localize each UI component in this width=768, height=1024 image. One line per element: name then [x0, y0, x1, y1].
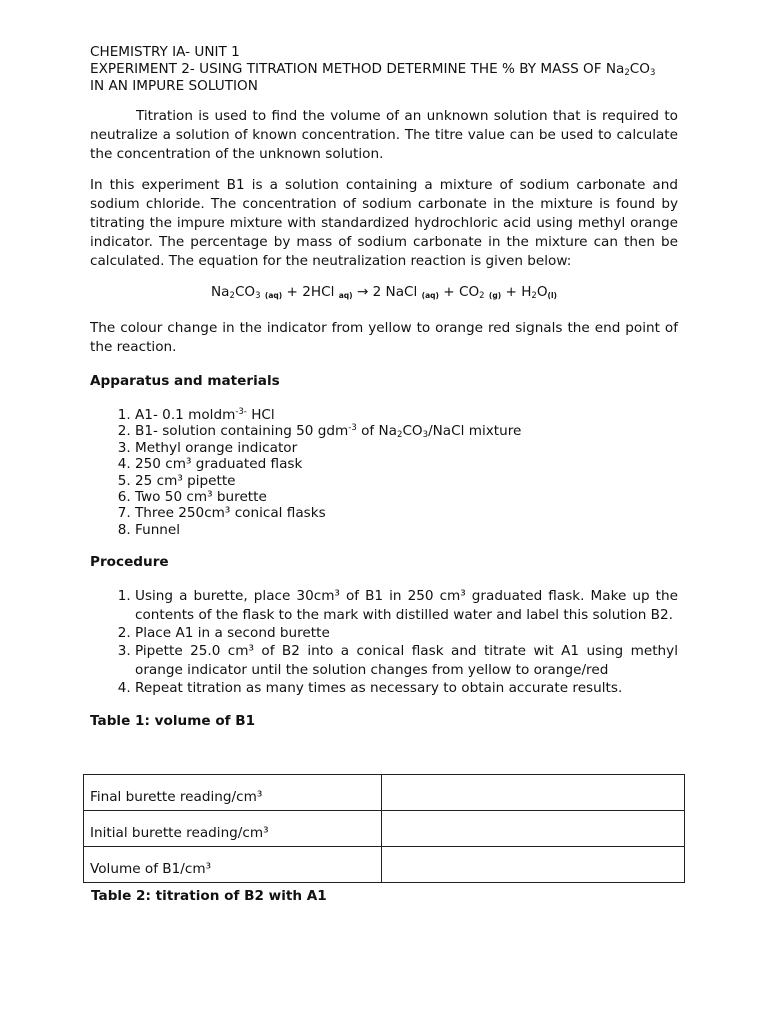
table-row: [84, 775, 685, 811]
list-item: 2. B1- solution containing 50 gdm$^{-3}$ of $Na_2CO_3$/NaCl mixture: [135, 423, 678, 439]
experiment-title: EXPERIMENT 2- USING TITRATION METHOD DETERMINE THE % BY MASS OF $Na_2CO_3$: [90, 61, 656, 78]
list-item: 1. A1- 0.1 moldm$^{-3-}$ HCl: [135, 407, 678, 423]
intro-paragraph-1: Titration is used to find the volume of an unknown solution that is required to neutralize a solution of known concentration. The titre value can be used to calculate the concentration of the unknown solution.: [90, 108, 678, 162]
table-row: [84, 811, 685, 847]
document-header: [90, 44, 678, 95]
list-item: 5. 25 cm³ pipette: [135, 473, 678, 489]
list-item: 2. Place A1 in a second burette: [135, 625, 678, 642]
list-item: 1. Using a burette, place 30cm³ of B1 in 250 cm³ graduated flask. Make up the contents of the flask to the mark with distilled water and label this solution B2.: [135, 587, 678, 625]
course-title: CHEMISTRY IA- UNIT 1: [90, 44, 240, 60]
experiment-title-cont: IN AN IMPURE SOLUTION: [90, 78, 258, 94]
row-label: Volume of B1/cm³: [84, 847, 382, 883]
list-item: 7. Three 250cm³ conical flasks: [135, 505, 678, 521]
procedure-heading: Procedure: [90, 554, 169, 571]
table1-heading: Table 1: volume of B1: [90, 713, 256, 730]
intro-paragraph-2: In this experiment B1 is a solution containing a mixture of sodium carbonate and sodium chloride. The concentration of sodium carbonate in the mixture is found by titrating the impure mixture with standardized hydrochloric acid using methyl orange indicator. The percentage by mass of sodium carbonate in the mixture can then be calculated. The equation for the neutralization reaction is given below:: [90, 177, 678, 269]
list-item: 3. Methyl orange indicator: [135, 440, 678, 456]
table1-volume-b1: [83, 774, 685, 883]
apparatus-heading: Apparatus and materials: [90, 373, 280, 389]
procedure-list: [90, 587, 678, 697]
row-value[interactable]: [382, 811, 685, 847]
list-item: 6. Two 50 cm³ burette: [135, 489, 678, 505]
row-label: Initial burette reading/cm³: [84, 811, 382, 847]
list-item: 8. Funnel: [135, 522, 678, 538]
row-value[interactable]: [382, 847, 685, 883]
apparatus-list: [90, 407, 678, 538]
row-value[interactable]: [382, 775, 685, 811]
row-label: Final burette reading/cm³: [84, 775, 382, 811]
intro-paragraph-3: The colour change in the indicator from yellow to orange red signals the end point of the reaction.: [90, 320, 678, 355]
table2-heading: Table 2: titration of B2 with A1: [91, 888, 327, 904]
table-row: [84, 847, 685, 883]
document-page: [90, 44, 678, 730]
list-item: 4. Repeat titration as many times as necessary to obtain accurate results.: [135, 680, 678, 697]
list-item: 4. 250 cm³ graduated flask: [135, 456, 678, 472]
list-item: 3. Pipette 25.0 cm³ of B2 into a conical flask and titrate wit A1 using methyl orange indicator until the solution changes from yellow to orange/red: [135, 642, 678, 680]
reaction-equation: $Na_2CO_3$ (aq) + 2HCl aq) → 2 NaCl $(aq) + CO_2$ $(g) + H_2O(l)$: [211, 284, 557, 301]
